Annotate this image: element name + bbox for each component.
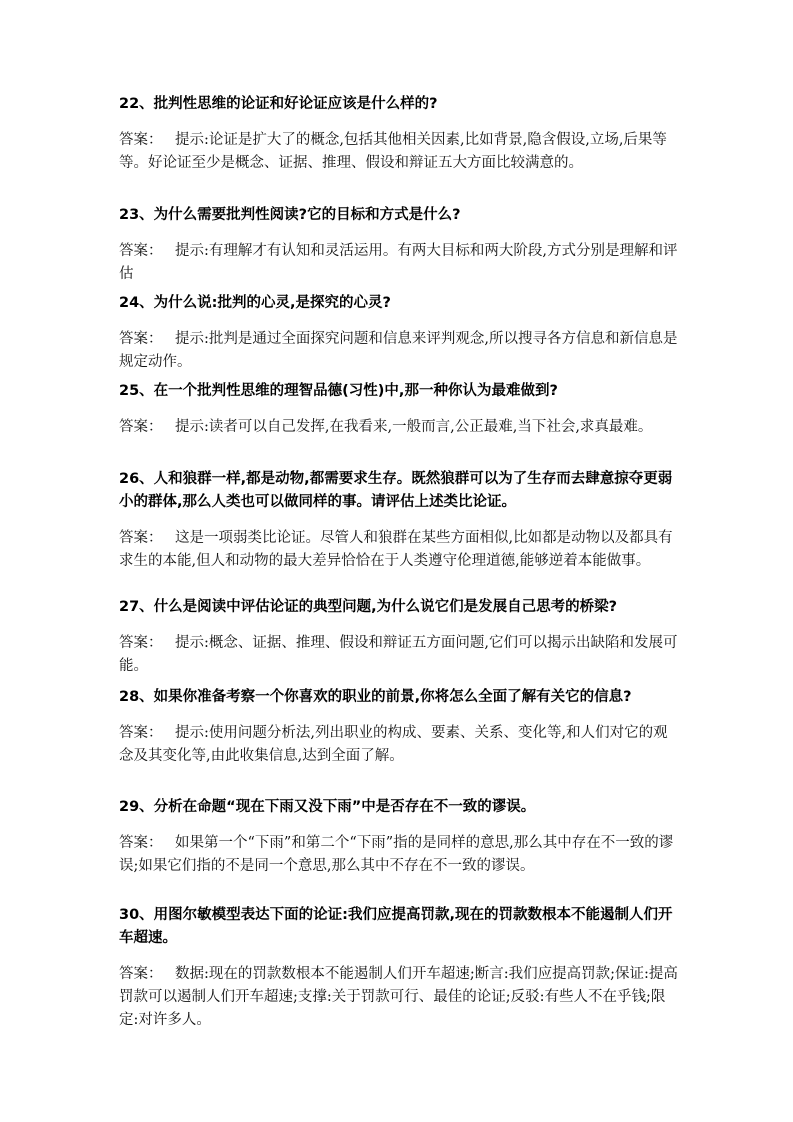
question-23: 23、为什么需要批判性阅读?它的目标和方式是什么?	[119, 207, 461, 223]
answer-24	[119, 328, 679, 374]
qa-item-22	[119, 93, 679, 175]
qa-item-28	[119, 686, 679, 768]
answer-text: 数据:现在的罚款数根本不能遏制人们开车超速;断言:我们应提高罚款;保证:提高罚款可以遏制人们开车超速;支撑:关于罚款可行、最佳的论证;反驳:有些人不在乎钱;限定:对许多人。	[119, 966, 678, 1028]
answer-25	[119, 416, 679, 439]
answer-text: 这是一项弱类比论证。尽管人和狼群在某些方面相似,比如都是动物以及都具有求生的本能,但人和动物的最大差异恰恰在于人类遵守伦理道德,能够逆着本能做事。	[119, 530, 673, 569]
answer-29	[119, 832, 679, 878]
answer-label: 答案：	[119, 331, 163, 347]
answer-label: 答案：	[119, 243, 163, 259]
answer-text: 如果第一个“下雨”和第二个“下雨”指的是同样的意思,那么其中存在不一致的谬误;如果它们指的不是同一个意思,那么其中不存在不一致的谬误。	[119, 835, 674, 874]
qa-item-26	[119, 468, 679, 573]
answer-label: 答案：	[119, 530, 163, 546]
question-24: 24、为什么说:批判的心灵,是探究的心灵?	[119, 295, 391, 311]
answer-label: 答案：	[119, 635, 163, 651]
answer-26	[119, 527, 679, 573]
qa-item-29	[119, 796, 679, 878]
answer-label: 答案：	[119, 419, 163, 435]
qa-item-25	[119, 380, 679, 439]
answer-text: 提示:有理解才有认知和灵活运用。有两大目标和两大阶段,方式分别是理解和评估	[119, 243, 678, 282]
qa-item-23	[119, 204, 679, 286]
question-30: 30、用图尔敏模型表达下面的论证:我们应提高罚款,现在的罚款数根本不能遏制人们开车超速。	[119, 907, 673, 946]
answer-28	[119, 722, 679, 768]
question-29: 29、分析在命题“现在下雨又没下雨”中是否存在不一致的谬误。	[119, 799, 536, 815]
answer-23	[119, 240, 679, 286]
question-22: 22、批判性思维的论证和好论证应该是什么样的?	[119, 96, 438, 112]
answer-text: 提示:批判是通过全面探究问题和信息来评判观念,所以搜寻各方信息和新信息是规定动作。	[119, 331, 678, 370]
question-28: 28、如果你准备考察一个你喜欢的职业的前景,你将怎么全面了解有关它的信息?	[119, 689, 632, 705]
question-27: 27、什么是阅读中评估论证的典型问题,为什么说它们是发展自己思考的桥梁?	[119, 599, 618, 615]
qa-item-24	[119, 292, 679, 374]
answer-label: 答案：	[119, 132, 163, 148]
answer-text: 提示:使用问题分析法,列出职业的构成、要素、关系、变化等,和人们对它的观念及其变化等,由此收集信息,达到全面了解。	[119, 725, 668, 764]
answer-label: 答案：	[119, 835, 163, 851]
qa-item-27	[119, 596, 679, 678]
qa-item-30	[119, 904, 679, 1032]
answer-label: 答案：	[119, 725, 163, 741]
answer-27	[119, 632, 679, 678]
answer-text: 提示:论证是扩大了的概念,包括其他相关因素,比如背景,隐含假设,立场,后果等等。好论证至少是概念、证据、推理、假设和辩证五大方面比较满意的。	[119, 132, 667, 171]
answer-label: 答案：	[119, 966, 163, 982]
answer-22	[119, 129, 679, 175]
answer-text: 提示:概念、证据、推理、假设和辩证五方面问题,它们可以揭示出缺陷和发展可能。	[119, 635, 678, 674]
answer-text: 提示:读者可以自己发挥,在我看来,一般而言,公正最难,当下社会,求真最难。	[175, 419, 653, 435]
question-25: 25、在一个批判性思维的理智品德(习性)中,那一种你认为最难做到?	[119, 383, 558, 399]
question-26: 26、人和狼群一样,都是动物,都需要求生存。既然狼群可以为了生存而去肆意掠夺更弱小的群体,那么人类也可以做同样的事。请评估上述类比论证。	[119, 471, 673, 510]
answer-30	[119, 963, 679, 1032]
